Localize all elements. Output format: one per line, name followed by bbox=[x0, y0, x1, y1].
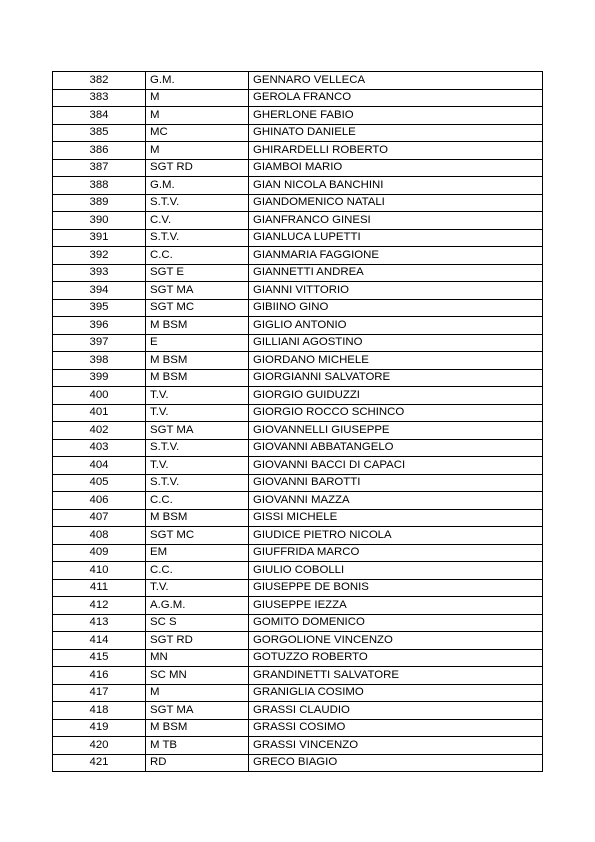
name-cell: GIAMBOI MARIO bbox=[249, 159, 543, 177]
table-row bbox=[53, 667, 543, 685]
row-number-cell: 383 bbox=[53, 89, 146, 107]
row-number-cell: 414 bbox=[53, 632, 146, 650]
name-cell: GIGLIO ANTONIO bbox=[249, 317, 543, 335]
table-row bbox=[53, 159, 543, 177]
row-number-cell: 421 bbox=[53, 754, 146, 772]
table-row bbox=[53, 649, 543, 667]
table-row bbox=[53, 492, 543, 510]
table-row bbox=[53, 579, 543, 597]
rank-cell: C.V. bbox=[146, 212, 249, 230]
table-row bbox=[53, 124, 543, 142]
rank-cell: M bbox=[146, 684, 249, 702]
rank-cell: M bbox=[146, 107, 249, 125]
rank-cell: C.C. bbox=[146, 247, 249, 265]
rank-cell: C.C. bbox=[146, 562, 249, 580]
rank-cell: SGT E bbox=[146, 264, 249, 282]
table-row bbox=[53, 439, 543, 457]
rank-cell: SGT MA bbox=[146, 282, 249, 300]
rank-cell: M BSM bbox=[146, 719, 249, 737]
table-row bbox=[53, 352, 543, 370]
roster-table-body bbox=[53, 72, 543, 772]
table-row bbox=[53, 229, 543, 247]
name-cell: GIBIINO GINO bbox=[249, 299, 543, 317]
row-number-cell: 419 bbox=[53, 719, 146, 737]
name-cell: GORGOLIONE VINCENZO bbox=[249, 632, 543, 650]
table-row bbox=[53, 264, 543, 282]
rank-cell: M bbox=[146, 89, 249, 107]
rank-cell: T.V. bbox=[146, 387, 249, 405]
rank-cell: M TB bbox=[146, 737, 249, 755]
table-row bbox=[53, 212, 543, 230]
table-row bbox=[53, 299, 543, 317]
name-cell: GIORGIO GUIDUZZI bbox=[249, 387, 543, 405]
table-row bbox=[53, 177, 543, 195]
name-cell: GIAN NICOLA BANCHINI bbox=[249, 177, 543, 195]
name-cell: GIOVANNELLI GIUSEPPE bbox=[249, 422, 543, 440]
name-cell: GIANDOMENICO NATALI bbox=[249, 194, 543, 212]
table-row bbox=[53, 737, 543, 755]
name-cell: GISSI MICHELE bbox=[249, 509, 543, 527]
row-number-cell: 394 bbox=[53, 282, 146, 300]
table-row bbox=[53, 404, 543, 422]
table-row bbox=[53, 194, 543, 212]
rank-cell: SGT RD bbox=[146, 632, 249, 650]
table-row bbox=[53, 754, 543, 772]
table-row bbox=[53, 702, 543, 720]
rank-cell: G.M. bbox=[146, 72, 249, 90]
name-cell: GIANMARIA FAGGIONE bbox=[249, 247, 543, 265]
name-cell: GHIRARDELLI ROBERTO bbox=[249, 142, 543, 160]
row-number-cell: 415 bbox=[53, 649, 146, 667]
table-row bbox=[53, 142, 543, 160]
row-number-cell: 388 bbox=[53, 177, 146, 195]
row-number-cell: 384 bbox=[53, 107, 146, 125]
name-cell: GENNARO VELLECA bbox=[249, 72, 543, 90]
name-cell: GEROLA FRANCO bbox=[249, 89, 543, 107]
row-number-cell: 391 bbox=[53, 229, 146, 247]
name-cell: GRASSI COSIMO bbox=[249, 719, 543, 737]
row-number-cell: 400 bbox=[53, 387, 146, 405]
row-number-cell: 413 bbox=[53, 614, 146, 632]
rank-cell: SGT MC bbox=[146, 299, 249, 317]
row-number-cell: 385 bbox=[53, 124, 146, 142]
rank-cell: T.V. bbox=[146, 457, 249, 475]
rank-cell: RD bbox=[146, 754, 249, 772]
row-number-cell: 412 bbox=[53, 597, 146, 615]
rank-cell: S.T.V. bbox=[146, 229, 249, 247]
name-cell: GIORDANO MICHELE bbox=[249, 352, 543, 370]
name-cell: GOMITO DOMENICO bbox=[249, 614, 543, 632]
name-cell: GILLIANI AGOSTINO bbox=[249, 334, 543, 352]
table-row bbox=[53, 89, 543, 107]
name-cell: GIUDICE PIETRO NICOLA bbox=[249, 527, 543, 545]
table-row bbox=[53, 719, 543, 737]
rank-cell: S.T.V. bbox=[146, 194, 249, 212]
rank-cell: E bbox=[146, 334, 249, 352]
name-cell: GIOVANNI BACCI DI CAPACI bbox=[249, 457, 543, 475]
name-cell: GHINATO DANIELE bbox=[249, 124, 543, 142]
rank-cell: S.T.V. bbox=[146, 474, 249, 492]
row-number-cell: 389 bbox=[53, 194, 146, 212]
name-cell: GIANFRANCO GINESI bbox=[249, 212, 543, 230]
name-cell: GOTUZZO ROBERTO bbox=[249, 649, 543, 667]
rank-cell: G.M. bbox=[146, 177, 249, 195]
row-number-cell: 410 bbox=[53, 562, 146, 580]
rank-cell: SGT MC bbox=[146, 527, 249, 545]
rank-cell: SGT RD bbox=[146, 159, 249, 177]
rank-cell: M BSM bbox=[146, 509, 249, 527]
row-number-cell: 382 bbox=[53, 72, 146, 90]
row-number-cell: 405 bbox=[53, 474, 146, 492]
name-cell: GIOVANNI ABBATANGELO bbox=[249, 439, 543, 457]
rank-cell: T.V. bbox=[146, 579, 249, 597]
roster-table bbox=[52, 71, 543, 772]
row-number-cell: 403 bbox=[53, 439, 146, 457]
name-cell: GIUSEPPE IEZZA bbox=[249, 597, 543, 615]
table-row bbox=[53, 334, 543, 352]
rank-cell: M bbox=[146, 142, 249, 160]
rank-cell: SC MN bbox=[146, 667, 249, 685]
table-row bbox=[53, 562, 543, 580]
row-number-cell: 417 bbox=[53, 684, 146, 702]
row-number-cell: 407 bbox=[53, 509, 146, 527]
row-number-cell: 406 bbox=[53, 492, 146, 510]
table-row bbox=[53, 247, 543, 265]
row-number-cell: 399 bbox=[53, 369, 146, 387]
name-cell: GIANLUCA LUPETTI bbox=[249, 229, 543, 247]
name-cell: GRANIGLIA COSIMO bbox=[249, 684, 543, 702]
row-number-cell: 398 bbox=[53, 352, 146, 370]
rank-cell: S.T.V. bbox=[146, 439, 249, 457]
rank-cell: SGT MA bbox=[146, 702, 249, 720]
table-row bbox=[53, 684, 543, 702]
name-cell: GRANDINETTI SALVATORE bbox=[249, 667, 543, 685]
table-row bbox=[53, 317, 543, 335]
row-number-cell: 408 bbox=[53, 527, 146, 545]
table-row bbox=[53, 107, 543, 125]
rank-cell: C.C. bbox=[146, 492, 249, 510]
rank-cell: T.V. bbox=[146, 404, 249, 422]
table-row bbox=[53, 387, 543, 405]
name-cell: GIORGIO ROCCO SCHINCO bbox=[249, 404, 543, 422]
row-number-cell: 395 bbox=[53, 299, 146, 317]
table-row bbox=[53, 597, 543, 615]
name-cell: GIUFFRIDA MARCO bbox=[249, 544, 543, 562]
table-row bbox=[53, 282, 543, 300]
name-cell: GIOVANNI MAZZA bbox=[249, 492, 543, 510]
table-row bbox=[53, 632, 543, 650]
table-row bbox=[53, 72, 543, 90]
name-cell: GIULIO COBOLLI bbox=[249, 562, 543, 580]
row-number-cell: 392 bbox=[53, 247, 146, 265]
name-cell: GRASSI VINCENZO bbox=[249, 737, 543, 755]
row-number-cell: 396 bbox=[53, 317, 146, 335]
row-number-cell: 390 bbox=[53, 212, 146, 230]
name-cell: GRASSI CLAUDIO bbox=[249, 702, 543, 720]
name-cell: GIOVANNI BAROTTI bbox=[249, 474, 543, 492]
table-row bbox=[53, 422, 543, 440]
row-number-cell: 404 bbox=[53, 457, 146, 475]
rank-cell: M BSM bbox=[146, 317, 249, 335]
name-cell: GHERLONE FABIO bbox=[249, 107, 543, 125]
table-row bbox=[53, 457, 543, 475]
row-number-cell: 386 bbox=[53, 142, 146, 160]
row-number-cell: 418 bbox=[53, 702, 146, 720]
row-number-cell: 402 bbox=[53, 422, 146, 440]
row-number-cell: 416 bbox=[53, 667, 146, 685]
table-row bbox=[53, 474, 543, 492]
rank-cell: A.G.M. bbox=[146, 597, 249, 615]
row-number-cell: 420 bbox=[53, 737, 146, 755]
rank-cell: SC S bbox=[146, 614, 249, 632]
name-cell: GIANNETTI ANDREA bbox=[249, 264, 543, 282]
name-cell: GIUSEPPE DE BONIS bbox=[249, 579, 543, 597]
table-row bbox=[53, 369, 543, 387]
row-number-cell: 397 bbox=[53, 334, 146, 352]
rank-cell: SGT MA bbox=[146, 422, 249, 440]
row-number-cell: 411 bbox=[53, 579, 146, 597]
table-row bbox=[53, 544, 543, 562]
table-row bbox=[53, 614, 543, 632]
rank-cell: M BSM bbox=[146, 352, 249, 370]
row-number-cell: 401 bbox=[53, 404, 146, 422]
rank-cell: MC bbox=[146, 124, 249, 142]
row-number-cell: 393 bbox=[53, 264, 146, 282]
table-row bbox=[53, 509, 543, 527]
table-row bbox=[53, 527, 543, 545]
row-number-cell: 409 bbox=[53, 544, 146, 562]
rank-cell: EM bbox=[146, 544, 249, 562]
rank-cell: M BSM bbox=[146, 369, 249, 387]
row-number-cell: 387 bbox=[53, 159, 146, 177]
name-cell: GIANNI VITTORIO bbox=[249, 282, 543, 300]
rank-cell: MN bbox=[146, 649, 249, 667]
name-cell: GIORGIANNI SALVATORE bbox=[249, 369, 543, 387]
name-cell: GRECO BIAGIO bbox=[249, 754, 543, 772]
